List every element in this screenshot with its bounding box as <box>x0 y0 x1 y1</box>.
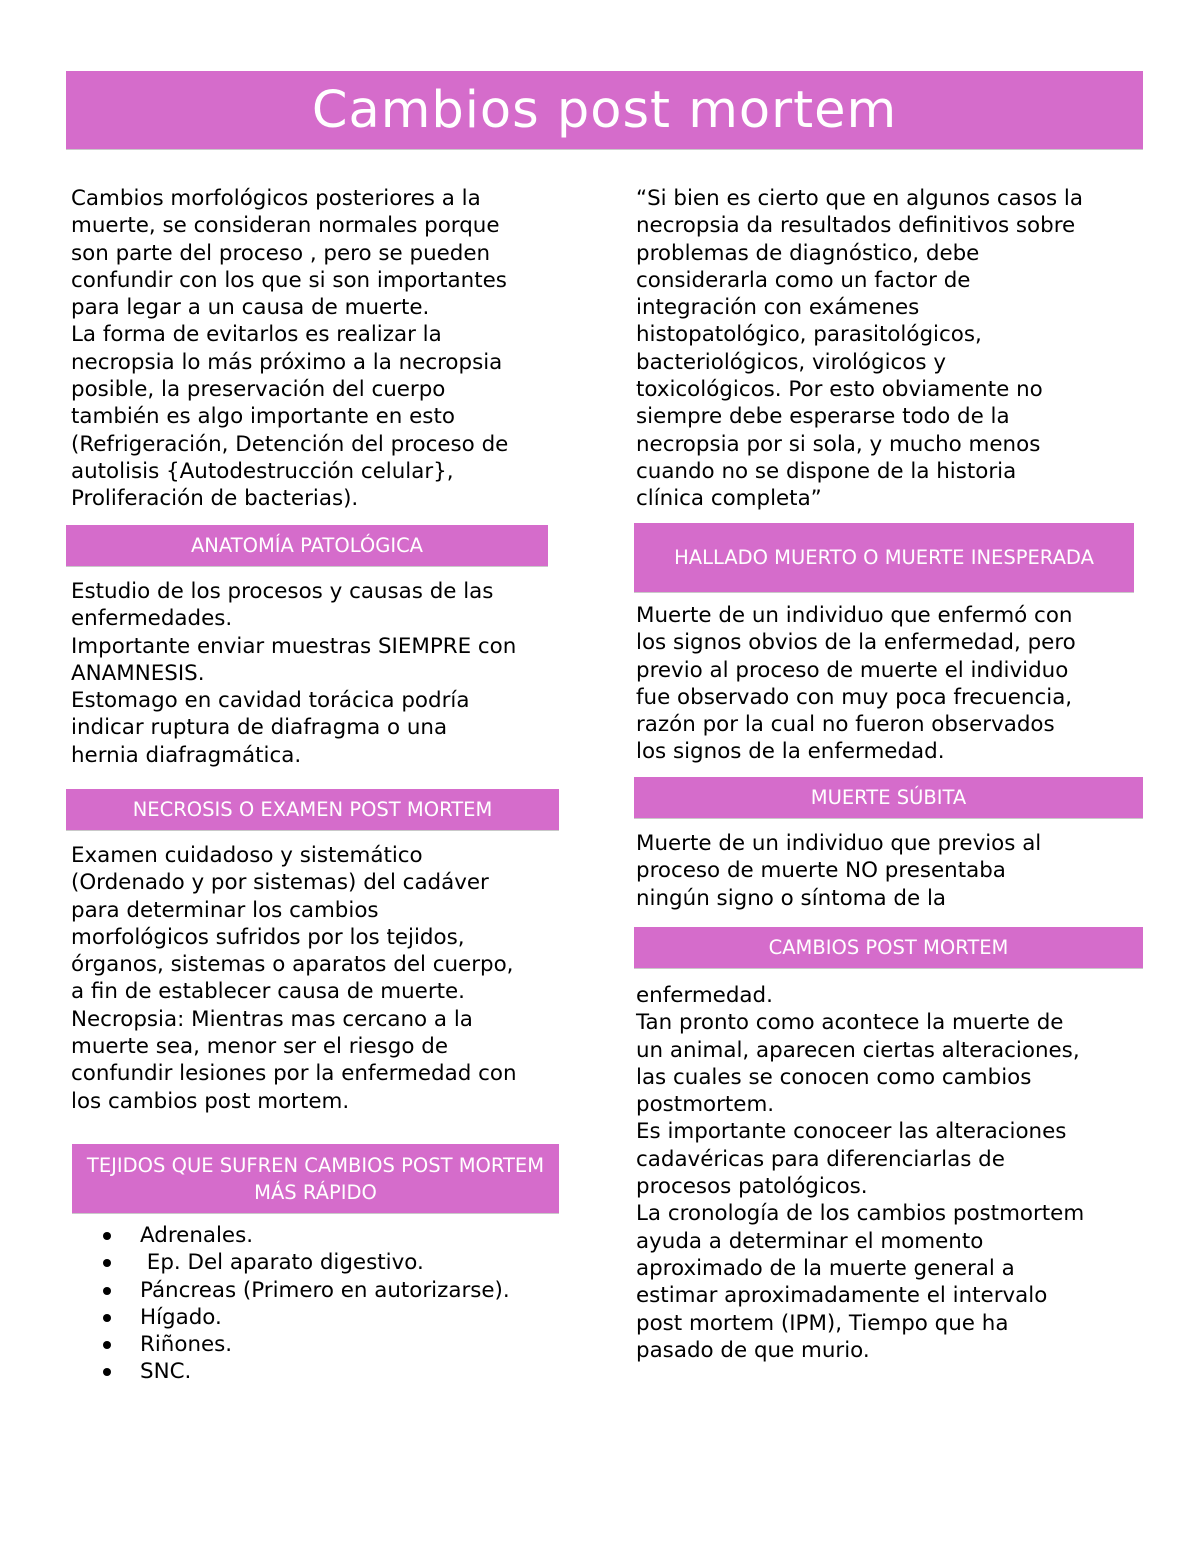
subita-paragraph: Muerte de un individuo que previos al proceso de muerte NO presentaba ningún signo o síntoma de la <box>636 831 1042 911</box>
bullet-icon <box>103 1232 111 1240</box>
list-item: Ep. Del aparato digestivo. <box>100 1249 510 1276</box>
list-item: Riñones. <box>100 1331 510 1358</box>
bullet-icon <box>103 1287 111 1295</box>
list-item: Páncreas (Primero en autorizarse). <box>100 1277 510 1304</box>
quote-paragraph: “Si bien es cierto que en algunos casos la necropsia da resultados definitivos sobre problemas de diagnóstico, debe considerarla como un factor de integración con exámenes histopatológico, parasitológicos, bacteriológicos, virológicos y toxicológicos. Por esto obviamente no siempre debe esperarse todo de la necropsia por si sola, y mucho menos cuando no se dispone de la historia clínica completa” <box>636 186 1083 512</box>
list-item: SNC. <box>100 1358 510 1385</box>
hallado-paragraph: Muerte de un individuo que enfermó con los signos obvios de la enfermedad, pero previo al proceso de muerte el individuo fue observado con muy poca frecuencia, razón por la cual no fueron observados los signos de la enfermedad. <box>636 603 1076 765</box>
section-heading-hallado: HALLADO MUERTO O MUERTE INESPERADA <box>634 523 1134 593</box>
anatomia-paragraph: Estudio de los procesos y causas de las enfermedades. Importante enviar muestras SIEMPRE con ANAMNESIS. Estomago en cavidad torácica podría indicar ruptura de diafragma o una hernia diafragmática. <box>71 579 517 768</box>
section-heading-subita: MUERTE SÚBITA <box>634 777 1143 819</box>
cambios-paragraph: enfermedad. Tan pronto como acontece la muerte de un animal, aparecen ciertas alteraciones, las cuales se conocen como cambios postmortem. Es importante conoceer las alteraciones cadavéricas para diferenciarlas de procesos patológicos. La cronología de los cambios postmortem ayuda a determinar el momento aproximado de la muerte general a estimar aproximadamente el intervalo post mortem (IPM), Tiempo que ha pasado de que murio. <box>636 983 1085 1363</box>
title-banner <box>66 71 1143 150</box>
intro-paragraph: Cambios morfológicos posteriores a la muerte, se consideran normales porque son parte del proceso , pero se pueden confundir con los que si son importantes para legar a un causa de muerte. La forma de evitarlos es realizar la necropsia lo más próximo a la necropsia posible, la preservación del cuerpo también es algo importante en esto (Refrigeración, Detención del proceso de autolisis {Autodestrucción celular}, Proliferación de bacterias). <box>71 186 509 512</box>
section-heading-anatomia: ANATOMÍA PATOLÓGICA <box>66 525 548 567</box>
necrosis-paragraph: Examen cuidadoso y sistemático (Ordenado y por sistemas) del cadáver para determinar los cambios morfológicos sufridos por los tejidos, órganos, sistemas o aparatos del cuerpo, a fin de establecer causa de muerte. Necropsia: Mientras mas cercano a la muerte sea, menor ser el riesgo de confundir lesiones por la enfermedad con los cambios post mortem. <box>71 843 517 1114</box>
section-heading-necrosis: NECROSIS O EXAMEN POST MORTEM <box>66 789 559 831</box>
bullet-icon <box>103 1259 111 1267</box>
bullet-icon <box>103 1314 111 1322</box>
page-title: Cambios post mortem <box>311 80 898 140</box>
list-item: Hígado. <box>100 1304 510 1331</box>
list-item: Adrenales. <box>100 1222 510 1249</box>
tejidos-list <box>100 1222 510 1386</box>
section-heading-cambios: CAMBIOS POST MORTEM <box>634 927 1143 969</box>
bullet-icon <box>103 1368 111 1376</box>
section-heading-tejidos: TEJIDOS QUE SUFREN CAMBIOS POST MORTEM MÁS RÁPIDO <box>72 1144 559 1214</box>
bullet-icon <box>103 1341 111 1349</box>
